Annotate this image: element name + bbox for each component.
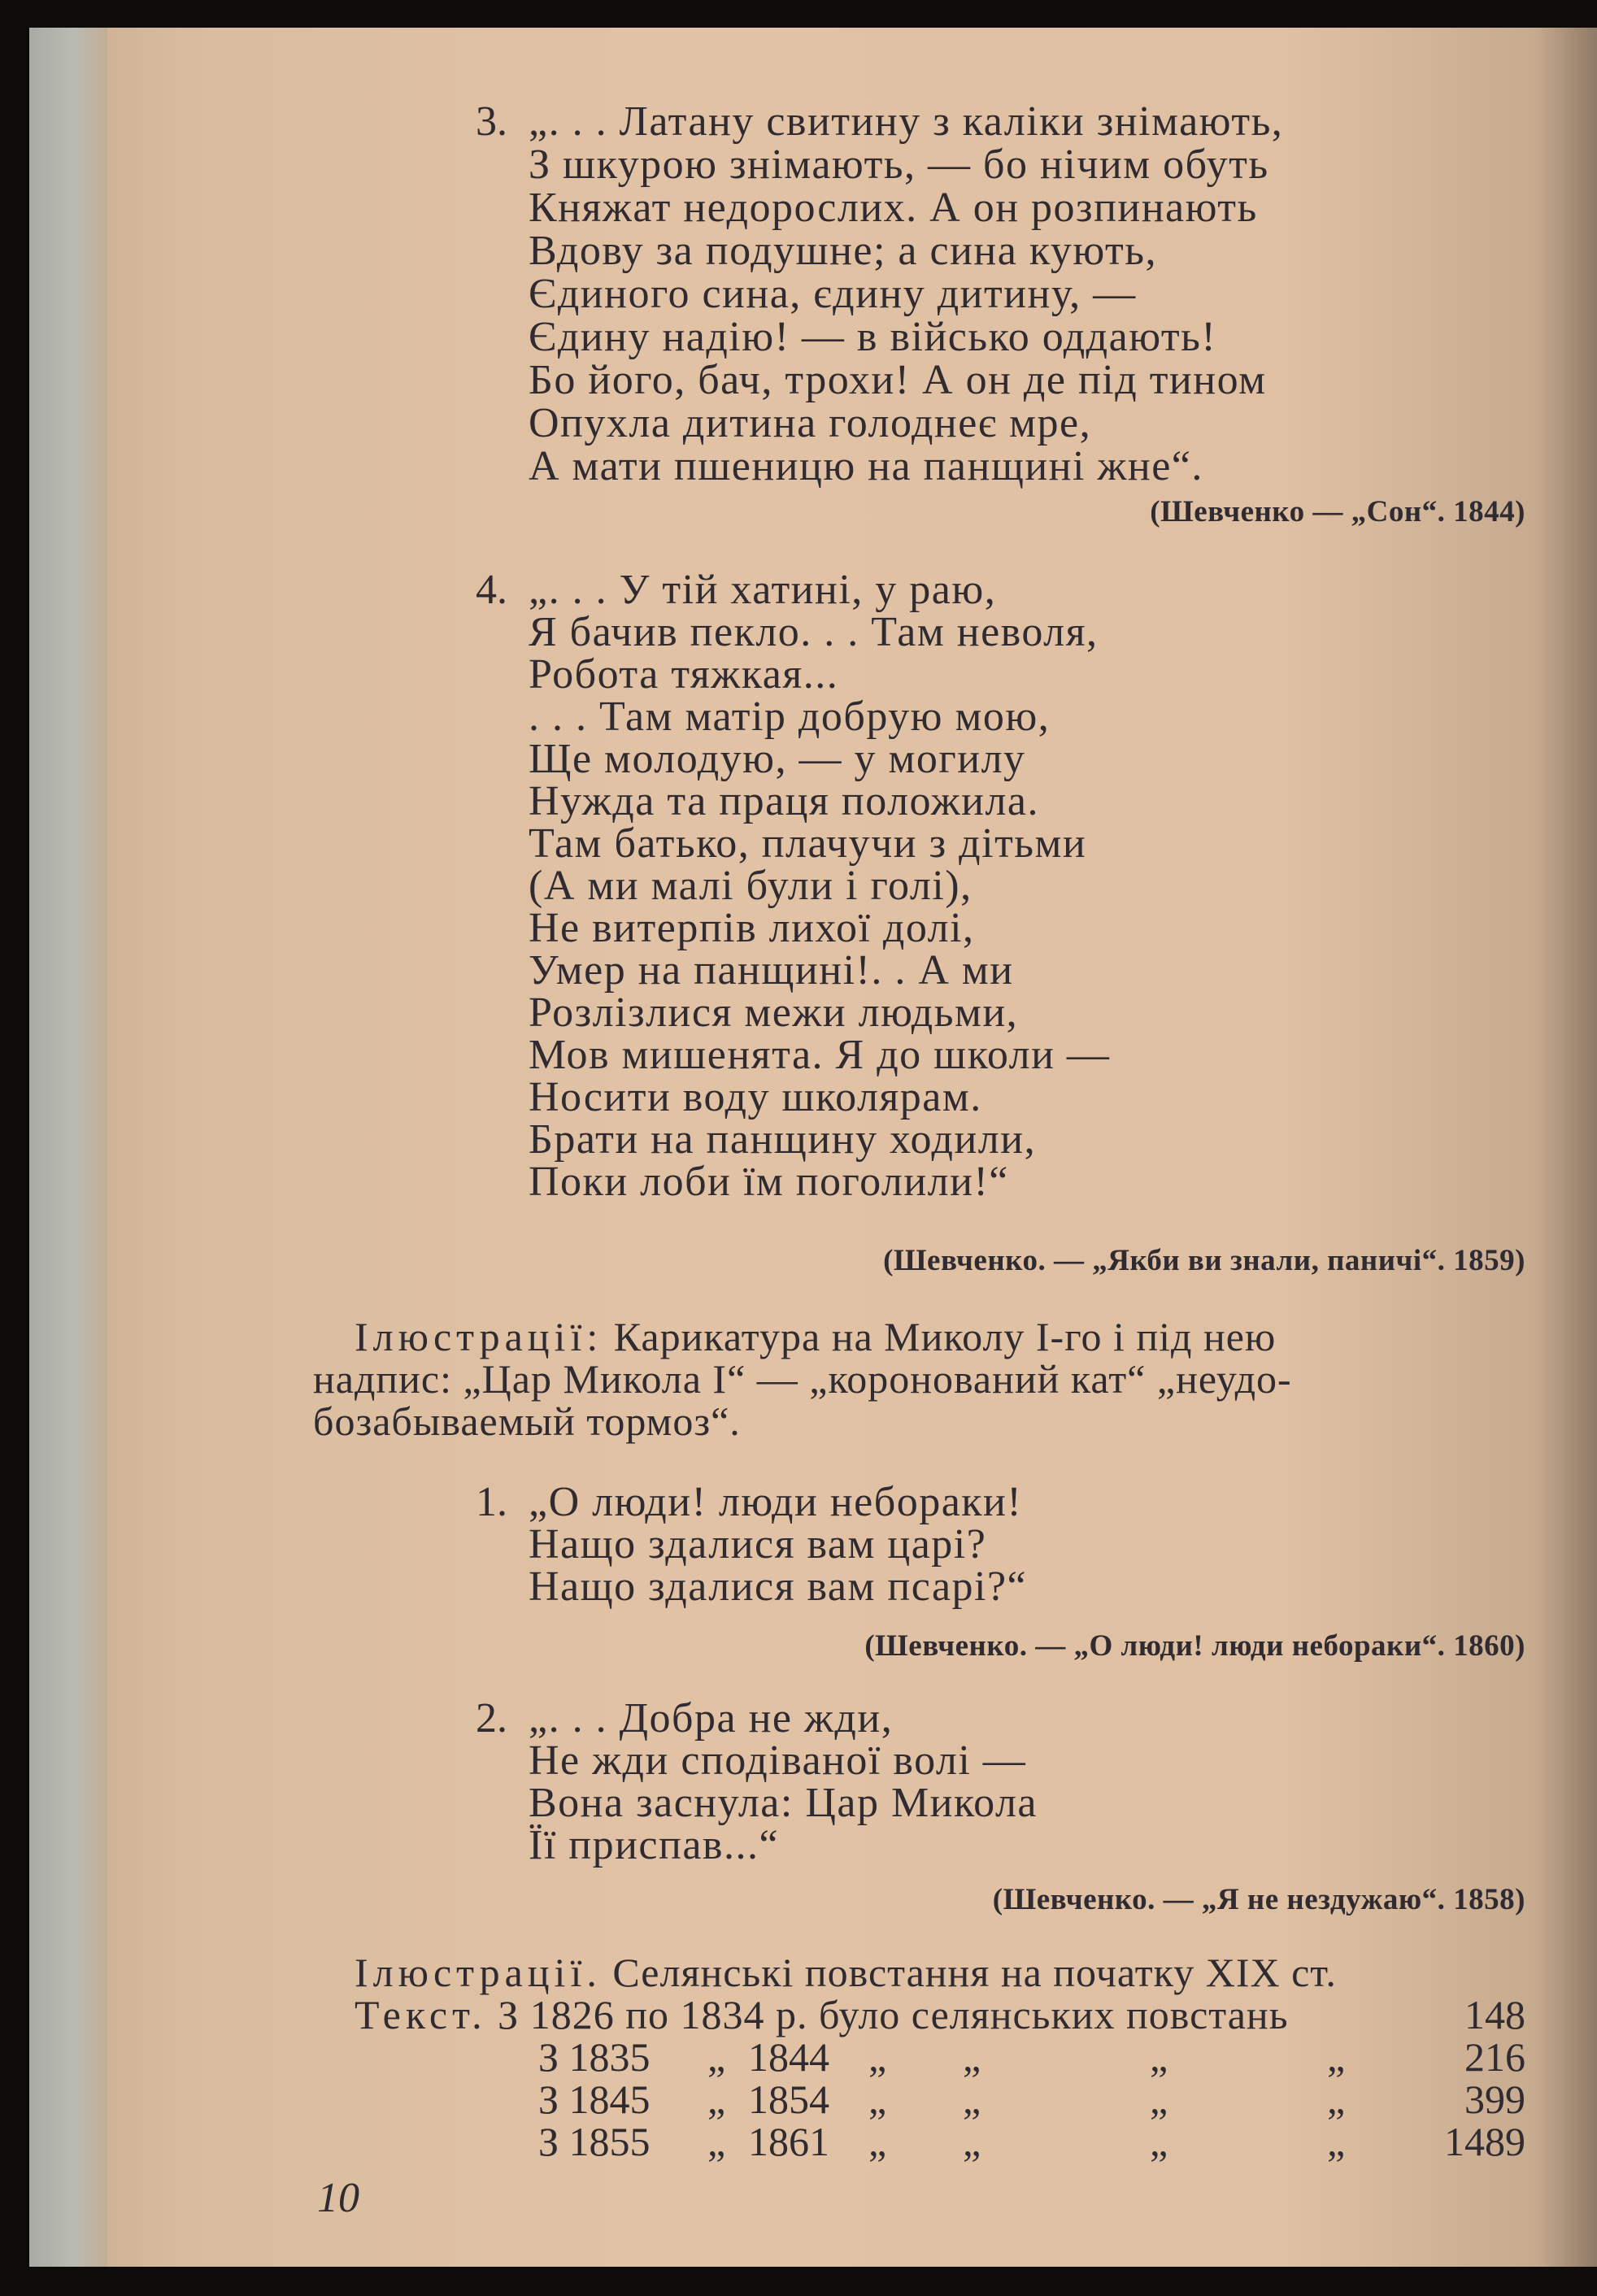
- poem-line: Мов мишенята. Я до школи —: [529, 1032, 1111, 1078]
- verse-number: 2.: [476, 1695, 507, 1742]
- poem-line: Нужда та праця положила.: [529, 778, 1040, 824]
- ditto-mark: „: [963, 2034, 981, 2080]
- book-binding-edge: [29, 28, 107, 2267]
- poem-line: „. . . У тій хатині, у раю,: [529, 567, 997, 613]
- poem-source: (Шевченко. — „Якби ви знали, паничі“. 1859): [883, 1244, 1525, 1277]
- poem-line: . . . Там матір добрую мою,: [529, 694, 1051, 740]
- verse-source: (Шевченко. — „Я не нездужаю“. 1858): [992, 1883, 1525, 1916]
- poem-line: Робота тяжкая...: [529, 651, 839, 698]
- poem-line: Не витерпів лихої долі,: [529, 905, 975, 951]
- ditto-mark: „: [1150, 2034, 1168, 2080]
- year-from: З 1845: [538, 2076, 651, 2122]
- ditto-mark: „: [707, 2119, 726, 2164]
- poem-line: Вдову за подушне; а сина кують,: [529, 228, 1157, 274]
- poem-line: Я бачив пекло. . . Там неволя,: [529, 609, 1099, 655]
- poem-line: А мати пшеницю на панщині жне“.: [529, 443, 1203, 489]
- verse-line: „. . . Добра не жди,: [529, 1695, 894, 1742]
- poem-line: Бо його, бач, трохи! А он де під тином: [529, 357, 1267, 403]
- ditto-mark: „: [1327, 2119, 1346, 2164]
- year-to: 1844: [748, 2034, 829, 2080]
- page-number: 10: [317, 2175, 359, 2221]
- illustration-text: бозабываемый тормоз“.: [313, 1398, 741, 1444]
- illustration-text: Карикатура на Миколу І-го і під нею: [603, 1314, 1277, 1359]
- verse-number: 1.: [476, 1479, 507, 1525]
- uprisings-count: 1489: [1444, 2119, 1525, 2164]
- illustration-text: Селянські повстання на початку XIX ст.: [601, 1950, 1337, 1995]
- poem-source: (Шевченко — „Сон“. 1844): [1150, 495, 1525, 528]
- poem-line: Умер на панщині!. . А ми: [529, 947, 1014, 994]
- uprisings-count: 148: [1464, 1992, 1525, 2037]
- ditto-mark: „: [963, 2119, 981, 2164]
- ditto-mark: „: [963, 2076, 981, 2122]
- illustration-text: надпис: „Цар Микола І“ — „коронований кат“ „неудо-: [313, 1356, 1292, 1402]
- ditto-mark: „: [1150, 2076, 1168, 2122]
- text-intro-line: [355, 1992, 1289, 2037]
- year-to: 1854: [748, 2076, 829, 2122]
- poem-line: (А ми малі були і голі),: [529, 863, 973, 909]
- poem-line: Поки лоби їм поголили!“: [529, 1159, 1009, 1205]
- poem-line: Розлізлися межи людьми,: [529, 989, 1019, 1036]
- illustration-label: Ілюстрації:: [355, 1314, 603, 1359]
- text-label: Текст.: [355, 1992, 487, 2037]
- ditto-mark: „: [707, 2034, 726, 2080]
- ditto-mark: „: [707, 2076, 726, 2122]
- poem-line: Єдиного сина, єдину дитину, —: [529, 271, 1137, 317]
- verse-line: „О люди! люди небораки!: [529, 1479, 1023, 1525]
- illustration-label: Ілюстрації.: [355, 1950, 602, 1995]
- ditto-mark: „: [868, 2076, 887, 2122]
- illustration-paragraph-2: [355, 1950, 1337, 1995]
- poem-line: Там батько, плачучи з дітьми: [529, 820, 1087, 867]
- uprisings-count: 399: [1464, 2076, 1525, 2122]
- poem-number: 4.: [476, 567, 507, 613]
- poem-line: Опухла дитина голоднеє мре,: [529, 400, 1092, 446]
- verse-line: Вона заснула: Цар Микола: [529, 1780, 1038, 1826]
- ditto-mark: „: [868, 2119, 887, 2164]
- poem-line: Єдину надію! — в військо оддають!: [529, 314, 1217, 360]
- poem-line: Ще молодую, — у могилу: [529, 736, 1026, 782]
- verse-line: Нащо здалися вам псарі?“: [529, 1563, 1028, 1610]
- ditto-mark: „: [1327, 2034, 1346, 2080]
- poem-number: 3.: [476, 98, 507, 145]
- verse-line: Її приспав...“: [529, 1822, 780, 1868]
- poem-line: Княжат недорослих. А он розпинають: [529, 185, 1258, 231]
- poem-line: Брати на панщину ходили,: [529, 1116, 1037, 1163]
- poem-line: Носити воду школярам.: [529, 1074, 982, 1120]
- uprisings-count: 216: [1464, 2034, 1525, 2080]
- poem-line: „. . . Латану свитину з каліки знімають,: [529, 98, 1284, 145]
- year-to: 1861: [748, 2119, 829, 2164]
- poem-line: З шкурою знімають, — бо нічим обуть: [529, 141, 1269, 188]
- verse-source: (Шевченко. — „О люди! люди небораки“. 1860): [864, 1629, 1525, 1663]
- year-from: З 1835: [538, 2034, 651, 2080]
- book-page: [29, 28, 1597, 2267]
- text-intro: З 1826 по 1834 р. було селянських повстань: [486, 1992, 1289, 2037]
- verse-line: Нащо здалися вам царі?: [529, 1521, 987, 1568]
- ditto-mark: „: [868, 2034, 887, 2080]
- ditto-mark: „: [1327, 2076, 1346, 2122]
- verse-line: Не жди сподіваної волі —: [529, 1737, 1027, 1784]
- year-from: З 1855: [538, 2119, 651, 2164]
- ditto-mark: „: [1150, 2119, 1168, 2164]
